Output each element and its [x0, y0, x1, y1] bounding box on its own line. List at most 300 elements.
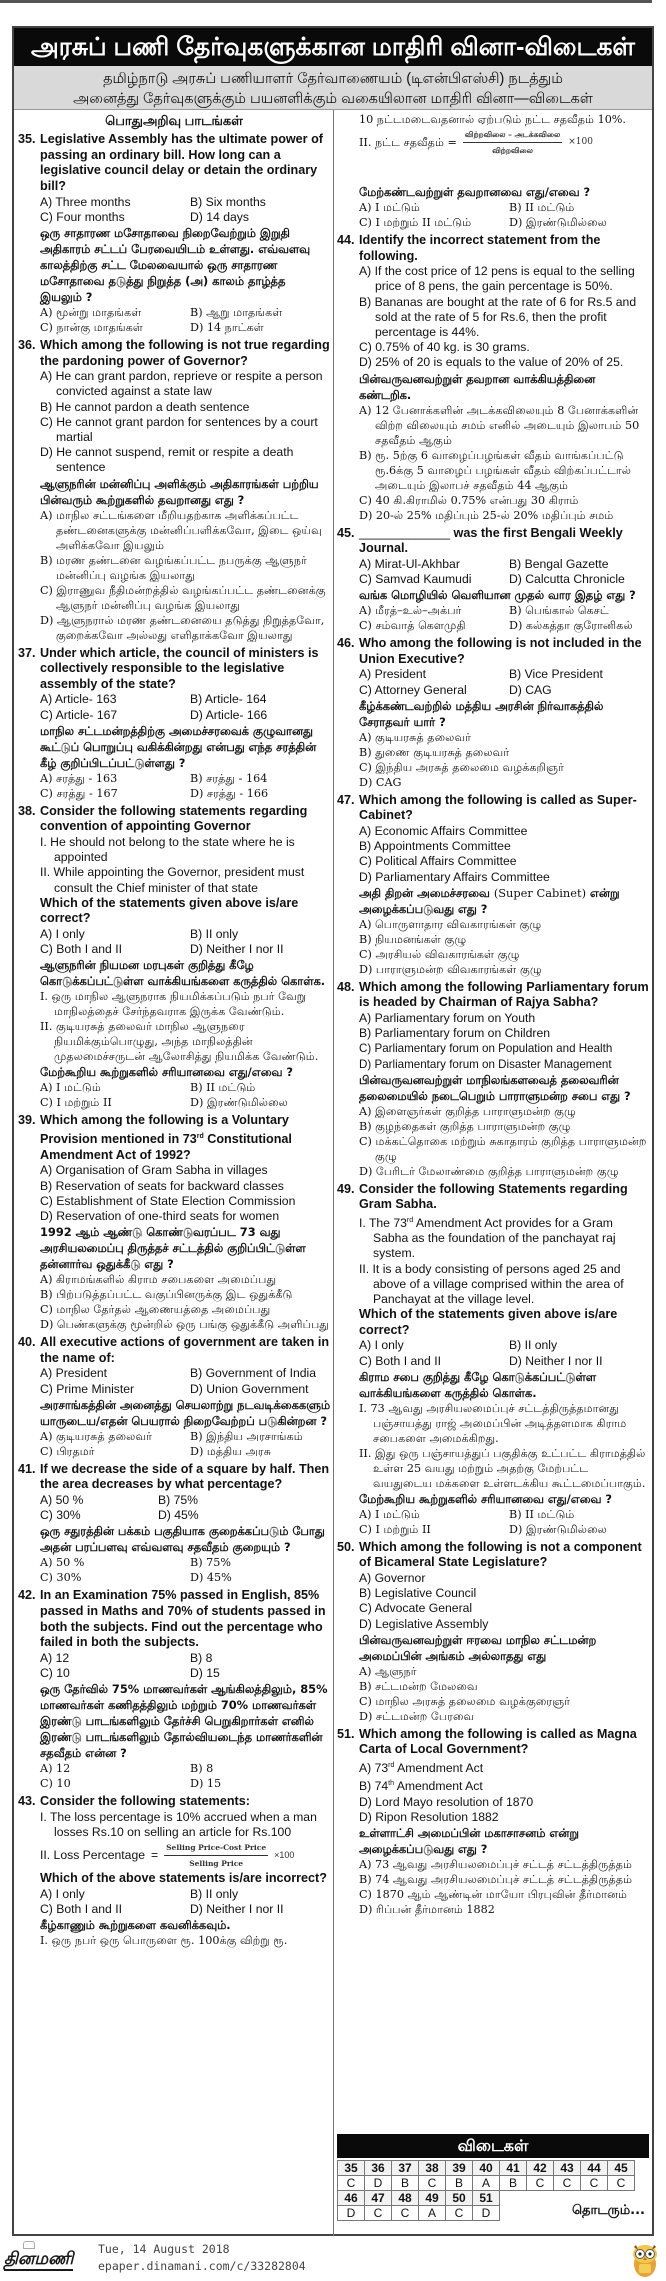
option: C) 0.75% of 40 kg. is 30 grams. [359, 340, 530, 355]
answer-letter: B [446, 2176, 473, 2191]
question-45 [337, 526, 649, 634]
option: D) Article- 166 [190, 707, 268, 722]
question-body: Who among the following is not included in the Union Executive? [359, 636, 642, 666]
tamil-question: ஆளுநரின் மன்னிப்பு அளிக்கும் அதிகாரங்கள் பற்றிய பின்வரும் கூற்றுகளில் தவறானது எது ? [40, 476, 319, 507]
option: A) 50 % [40, 1493, 84, 1508]
option: B) பிற்படுத்தப்பட்ட வகுப்பினருக்கு இட ஒதுக்கீடு [40, 1288, 293, 1302]
question-prompt: Which of the above statements is/are incorrect? [40, 1871, 327, 1886]
option: D) ரிப்பன் தீர்மானம் 1882 [359, 1902, 495, 1916]
option: D) He cannot suspend, remit or respite a death sentence [40, 445, 294, 475]
question-text [18, 1462, 330, 1493]
question-body: Which among the following is not a component of Bicameral State Legislature? [359, 1539, 642, 1570]
option: C) Both I and II [40, 1902, 122, 1917]
option: A) 12 [40, 1650, 70, 1665]
option: C) Four months [40, 209, 125, 224]
continued-label: தொடரும்... [571, 2203, 645, 2218]
question-text [337, 1182, 649, 1213]
option: B) மரண தண்டனை வழங்கப்பட்ட நபருக்கு ஆளுநர் மன்னிப்பு வழங்க இயலாது [40, 553, 307, 582]
tamil-options [18, 1555, 330, 1585]
tamil-question-end: என்று அழைக்கப்படுவது எது ? [359, 885, 620, 916]
answer-question-number: 35 [338, 2161, 365, 2176]
option: B) ரூ. 5ற்கு 6 வாழைப்பழங்கள் வீதம் வாங்கப்பட்டு ரூ.6க்கு 5 வாழைப் பழங்கள் வீதம் விற்கப்பட்டால் அடையும் இலாபச் சதவீதம் 44 ஆகும் [359, 448, 632, 492]
option: A) I மட்டும் [40, 1081, 101, 1095]
statement: II. குடியரசுத் தலைவர் மாநில ஆளுநரை நியமிக்கும்பொழுது, அந்த மாநிலத்தின் முதலமைச்சருடன் ஆலோசித்து நியமிக்க வேண்டும். [40, 1020, 319, 1064]
answer-question-number: 49 [419, 2191, 446, 2206]
answer-letter: C [338, 2176, 365, 2191]
answer-question-number: 40 [473, 2161, 500, 2176]
option: A) கிராமங்களில் கிராம சபைகளை அமைப்பது [40, 1273, 277, 1287]
question-body: Which among the following Parliamentary forum is headed by Chairman of Rajya Sabha? [359, 979, 649, 1010]
tamil-options [18, 1761, 330, 1791]
option: B) II only [509, 1338, 558, 1353]
options [337, 667, 649, 697]
statement: II. While appointing the Governor, president must consult the Chief minister of that state [40, 865, 305, 895]
question-text [18, 804, 330, 835]
question-text [337, 980, 649, 1011]
question-number: 35. [18, 132, 36, 147]
answer-key-title: விடைகள் [337, 2134, 649, 2158]
option: D) Parliamentary forum on Disaster Management [359, 1057, 612, 1071]
question-body: Consider the following Statements regarding Gram Sabha. [359, 1181, 628, 1212]
answer-letter: C [365, 2206, 392, 2221]
options [337, 557, 649, 587]
option: A) Mirat-Ul-Akhbar [359, 556, 460, 571]
option: A) பொருளாதார விவகாரங்கள் குழு [359, 917, 542, 931]
question-body: was the first Bengali Weekly Journal. [359, 525, 623, 556]
option: C) Both I and II [359, 1353, 441, 1368]
option: D) Neither I nor II [509, 1353, 603, 1368]
option: A) President [359, 667, 427, 682]
question-38 [18, 804, 330, 1111]
question-number: 37. [18, 645, 36, 660]
question-body: In an Examination 75% passed in English, 85% passed in Maths and 70% of students passed in both the subjects. Find out the percentage who failed in both the subjects. [40, 1588, 326, 1650]
statement: II. Loss Percentage [40, 1848, 146, 1863]
option: A) 73 ஆவது அரசியலமைப்புச் சட்டத் சட்டத்திருத்தம் [359, 1857, 632, 1871]
question-prompt: Which of the statements given above is/are correct? [359, 1307, 618, 1337]
question-body: Consider the following statements regarding convention of appointing Governor [40, 803, 308, 834]
question-36 [18, 338, 330, 643]
option: B) Vice President [509, 667, 603, 682]
question-text [18, 646, 330, 693]
option: A) Three months [40, 194, 131, 209]
tamil-options [337, 1507, 649, 1537]
option: B) Bengal Gazette [509, 556, 609, 571]
statement: II. நட்ட சதவீதம் = [359, 136, 457, 149]
tamil-question: ஆளுநரின் நியமன மரபுகள் குறித்து கீழே கொடுக்கப்பட்டுள்ள வாக்கியங்களை கருத்தில் கொள்க. [40, 958, 326, 989]
option: D) பேரிடர் மேலாண்மை குறித்த பாராளுமன்ற குழு [359, 1164, 619, 1178]
option: D) 15 [190, 1777, 222, 1791]
option: C) I மற்றும் II [40, 1096, 112, 1110]
answer-letter: C [527, 2176, 554, 2191]
option: C) சம்வாத் கௌமுதி [359, 619, 466, 633]
left-column [18, 112, 330, 1951]
option: D) சரத்து - 166 [190, 786, 269, 800]
statement: I. The loss percentage is 10% accrued when a man losses Rs.10 on selling an article for Rs.100 [40, 1809, 317, 1840]
option: D) Parliamentary Affairs Committee [359, 869, 550, 884]
option: B) 75% [158, 1493, 198, 1508]
multiplier: ×100 [568, 137, 593, 147]
tamil-question: உள்ளாட்சி அமைப்பின் மகாசாசனம் என்று அழைக்கப்படுவது எது ? [359, 1825, 579, 1856]
answer-row-numbers [338, 2161, 635, 2176]
option: D) Reservation of one-third seats for women [40, 1209, 280, 1224]
option: D) 45% [190, 1571, 232, 1585]
option: A) I only [40, 927, 85, 942]
question-number: 48. [337, 979, 355, 994]
option: B) II மட்டும் [190, 1081, 256, 1095]
answer-question-number: 48 [392, 2191, 419, 2206]
option: B) 8 [190, 1650, 213, 1665]
top-rule [0, 0, 652, 3]
option: D) ஆளுநரால் மரண தண்டனையை தடுத்து நிறுத்தவோ, குறைக்கவோ அல்லது எளிதாக்கவோ இயலாது [40, 613, 325, 642]
option: B) 8 [190, 1762, 214, 1776]
question-text [18, 1335, 330, 1366]
section-title: பொதுஅறிவு பாடங்கள் [105, 113, 243, 128]
question-37 [18, 646, 330, 801]
option: A) Economic Affairs Committee [359, 823, 528, 838]
statement: II. இது ஒரு பஞ்சாயத்துப் பகுதிக்கு உட்பட்ட கிராமத்தில் உள்ள 25 வயது மற்றும் அதற்கு மேற்பட்ட வயதுடைய மக்களை உள்ளடக்கிய கூட்டமைப்பாகும். [359, 1446, 646, 1490]
question-number: 38. [18, 803, 36, 818]
column-divider [333, 110, 334, 2236]
option: D) 15 [190, 1666, 220, 1681]
question-body: Consider the following statements: [40, 1794, 250, 1809]
option: D) பெண்களுக்கு மூன்றில் ஒரு பங்கு ஒதுக்கீடு அளிப்பது [40, 1318, 329, 1332]
option: A) 12 [40, 1762, 71, 1776]
option: B) Appointments Committee [359, 839, 511, 854]
option: C) 10 [40, 1666, 70, 1681]
option: B) சட்டமன்ற மேலவை [359, 1679, 478, 1693]
option: D) இரண்டுமில்லை [509, 1522, 607, 1536]
option: A) மூன்று மாதங்கள் [40, 306, 142, 320]
question-body-end: Constitutional Amendment Act of 1992? [40, 1132, 292, 1162]
option: A) Parliamentary forum on Youth [359, 1010, 536, 1025]
option: C) இந்திய அரசுத் தலைமை வழக்கறிஞர் [359, 760, 565, 774]
option: B) துணை குடியரசுத் தலைவர் [359, 745, 510, 759]
logo-crest-icon [23, 2241, 35, 2249]
footer [0, 2238, 666, 2281]
question-number: 50. [337, 1539, 355, 1554]
tamil-options [18, 1080, 330, 1110]
tamil-options [337, 200, 649, 230]
fraction [164, 1840, 268, 1871]
option: C) Attorney General [359, 682, 467, 697]
option: A) குடியரசுத் தலைவர் [359, 730, 472, 744]
statement [337, 1213, 649, 1262]
option: B) நியமனங்கள் குழு [359, 932, 467, 946]
question-50 [337, 1540, 649, 1724]
question-text [337, 793, 649, 824]
option: C) நான்கு மாதங்கள் [40, 321, 143, 335]
option: D) Union Government [190, 1381, 309, 1396]
option: A) இளைஞர்கள் குறித்த பாராளுமன்ற குழு [359, 1104, 576, 1118]
answer-question-number: 42 [527, 2161, 554, 2176]
option: B) II only [190, 1886, 239, 1901]
option: D) Ripon Resolution 1882 [359, 1809, 499, 1824]
question-number: 39. [18, 1113, 36, 1128]
answer-question-number: 47 [365, 2191, 392, 2206]
question-text [18, 1794, 330, 1810]
numerator: Selling Price-Cost Price [164, 1840, 268, 1856]
question-43-continued [337, 112, 649, 230]
tamil-question: மாநில சட்டமன்றத்திற்கு அமைச்சரவைக் குழுவானது கூட்டுப் பொறுப்பு வகிக்கின்றது என்பது எந்த சரத்தின் கீழ் குறிப்பிடப்பட்டுள்ளது ? [40, 723, 317, 770]
tamil-question-start: அதி திறன் அமைச்சரவை [359, 885, 494, 900]
denominator: Selling Price [189, 1859, 244, 1869]
option: B) II மட்டும் [509, 201, 575, 214]
question-47 [337, 793, 649, 977]
question-text [18, 1588, 330, 1650]
ordinal-suffix: th [388, 1780, 394, 1788]
answer-letter: C [581, 2176, 608, 2191]
ordinal-suffix: rd [388, 1762, 395, 1770]
option: C) 10 [40, 1777, 71, 1791]
options [18, 1651, 330, 1681]
tamil-question: ஒரு சாதாரண மசோதாவை நிறைவேற்றும் இறுதி அதிகாரம் சட்டப் பேரவையிடம் உள்ளது. எவ்வளவு காலத்திற்கு சட்ட மேலவையால் ஒரு சாதாரண மசோதாவை தடுத்து நிறுத்த (அ) காலம் தாழ்த்த இயலும் ? [40, 226, 311, 305]
option: C) Political Affairs Committee [359, 854, 517, 869]
option [337, 1776, 649, 1794]
option: B) He cannot pardon a death sentence [40, 399, 250, 414]
option: D) கல்கத்தா குரோனிகல் [509, 619, 633, 633]
tamil-question: ஒரு சதுரத்தின் பக்கம் பகுதியாக குறைக்கப்படும் போது அதன் பரப்பளவு எவ்வளவு சதவீதம் குறையும் ? [40, 1524, 325, 1555]
question-body: Which among the following is called as Super-Cabinet? [359, 792, 637, 823]
question-43 [18, 1794, 330, 1948]
tamil-question: ஒரு தேர்வில் 75% மாணவர்கள் ஆங்கிலத்திலும், 85% மாணவர்கள் கணிதத்திலும் மற்றும் 70% மாணவர்கள் இரண்டு பாடங்களிலும் தேர்ச்சி பெறுகிறார்கள் எனில் இரண்டு பாடங்களிலும் தோல்வியடைந்த மாணர்களின் சதவீதம் என்ன ? [40, 1682, 328, 1761]
question-number: 36. [18, 338, 36, 353]
option: D) 20-ல் 25% மதிப்பும் 25-ல் 20% மதிப்பும் சமம் [359, 508, 614, 522]
option: D) இரண்டுமில்லை [509, 216, 607, 229]
ordinal-suffix: rd [406, 1216, 414, 1224]
numerator: விற்றவிலை – அடக்கவிலை [463, 127, 562, 143]
answer-letter: C [608, 2176, 635, 2191]
option: C) Advocate General [359, 1601, 473, 1616]
epaper-link[interactable]: epaper.dinamani.com/c/33282804 [98, 2259, 306, 2273]
option: A) Organisation of Gram Sabha in villages [40, 1163, 268, 1178]
statement-start: I. The 73 [359, 1216, 407, 1231]
page-subtitle [14, 66, 652, 110]
publisher-logo: தினமணி [4, 2249, 74, 2269]
option: D) 14 நாட்கள் [190, 321, 264, 335]
option: B) Six months [190, 194, 266, 209]
tamil-question-prompt: மேற்கண்டவற்றுள் தவறானவை எது/எவை ? [359, 185, 591, 199]
question-39 [18, 1113, 330, 1332]
option-text-end: Amendment Act [393, 1779, 483, 1794]
tamil-options [18, 771, 330, 801]
question-number: 44. [337, 233, 355, 247]
options [18, 692, 330, 722]
question-number: 40. [18, 1335, 36, 1350]
question-51 [337, 1727, 649, 1917]
option: C) இராணுவ நீதிமன்றத்தில் வழங்கப்பட்ட தண்டனைக்கு ஆளுநர் மன்னிப்பு வழங்க இயலாது [40, 583, 326, 612]
question-49 [337, 1182, 649, 1537]
question-46 [337, 636, 649, 790]
question-number: 45. [337, 525, 355, 540]
question-text [337, 233, 649, 264]
option: B) II only [190, 927, 239, 942]
owl-mascot-icon [630, 2242, 660, 2278]
option: C) 30% [40, 1571, 82, 1585]
question-number: 47. [337, 792, 355, 807]
answer-letter: A [419, 2206, 446, 2221]
option: B) Legislative Council [359, 1586, 477, 1601]
question-35 [18, 132, 330, 335]
question-body: Which among the following is not true regarding the pardoning power of Governor? [40, 338, 330, 368]
option: B) குழந்தைகள் குறித்த பாராளுமன்ற குழு [359, 1119, 571, 1133]
question-40 [18, 1335, 330, 1459]
question-text [337, 1540, 649, 1571]
question-41 [18, 1462, 330, 1586]
answer-letter: D [365, 2176, 392, 2191]
question-text [337, 526, 649, 557]
answer-question-number: 36 [365, 2161, 392, 2176]
question-number: 49. [337, 1181, 355, 1196]
right-column [337, 112, 649, 1920]
option: B) சரத்து - 164 [190, 771, 268, 785]
option: D) Legislative Assembly [359, 1616, 489, 1631]
options [337, 1338, 649, 1368]
option: B) 75% [190, 1556, 232, 1570]
tamil-question: அரசாங்கத்தின் அனைத்து செயலாற்று நடவடிக்கைகளும் யாருடைய/எதன் பெயரால் நிறைவேற்றப் படுகின்றன ? [40, 1397, 330, 1428]
question-text [337, 636, 649, 667]
option: A) Governor [359, 1571, 426, 1586]
answer-question-number: 41 [500, 2161, 527, 2176]
tamil-question-prompt: மேற்கூறிய கூற்றுகளில் சரியானவை எது/எவை ? [40, 1065, 293, 1080]
answer-letter: C [419, 2176, 446, 2191]
loss-percentage-formula [18, 1840, 330, 1871]
answer-question-number: 44 [581, 2161, 608, 2176]
option: C) Parliamentary forum on Population and Health [359, 1042, 613, 1056]
answer-question-number: 39 [446, 2161, 473, 2176]
option: A) Article- 163 [40, 692, 117, 707]
tamil-options [18, 305, 330, 335]
option: A) 12 பேனாக்களின் அடக்கவிலையும் 8 பேனாக்களின் விற்ற விலையும் சமம் எனில் அடையும் இலாபம் 50 சதவீதம் ஆகும் [359, 403, 640, 447]
option-text-end: Amendment Act [394, 1761, 484, 1776]
question-42 [18, 1588, 330, 1791]
option: C) 40 கி.கிராமில் 0.75% என்பது 30 கிராம் [359, 493, 579, 507]
statement-continued: 10 நட்டமடைவதனால் ஏற்படும் நட்ட சதவீதம் 10%. [359, 113, 626, 126]
question-text [337, 1727, 649, 1758]
option: B) Government of India [190, 1366, 316, 1381]
option: C) I மற்றும் II [359, 1522, 431, 1536]
option: A) He can grant pardon, reprieve or respite a person convicted against a state law [40, 369, 323, 399]
option-text: A) 73 [359, 1761, 389, 1776]
answer-row-letters [338, 2176, 635, 2191]
option: C) I மற்றும் II மட்டும் [359, 216, 472, 229]
answer-letter: D [473, 2206, 500, 2221]
answer-letter: C [554, 2176, 581, 2191]
tamil-question-prompt: மேற்கூறிய கூற்றுகளில் சரியானவை எது/எவை ? [359, 1491, 612, 1506]
option: C) பிரதமர் [40, 1444, 95, 1458]
option: A) I மட்டும் [359, 201, 420, 214]
tamil-question: கீழ்க்கண்டவற்றில் மத்திய அரசின் நிர்வாகத்தில் சேராதவர் யார் ? [359, 698, 604, 729]
page-title: அரசுப் பணி தேர்வுகளுக்கான மாதிரி வினா-விடைகள் [14, 28, 652, 66]
question-prompt: Which of the statements given above is/are correct? [40, 895, 299, 926]
option: D) Neither I nor II [190, 1902, 284, 1917]
option: B) 74 ஆவது அரசியலமைப்புச் சட்டத் சட்டத்திருத்தம் [359, 1872, 633, 1886]
answer-question-number: 38 [419, 2161, 446, 2176]
answer-letter: D [338, 2206, 365, 2221]
option: D) 14 days [190, 209, 249, 224]
answer-blank: _____________ [359, 525, 451, 540]
answer-letter: B [500, 2176, 527, 2191]
option: B) ஆறு மாதங்கள் [190, 306, 283, 320]
question-body: Which among the following is called as Magna Carta of Local Government? [359, 1726, 637, 1757]
answer-question-number: 43 [554, 2161, 581, 2176]
option: D) Calcutta Chronicle [509, 572, 625, 586]
option: A) சரத்து - 163 [40, 771, 118, 785]
question-text [18, 1113, 330, 1163]
tamil-question: கீழ்காணும் கூற்றுகளை கவனிக்கவும். [40, 1918, 231, 1933]
option: B) Article- 164 [190, 692, 267, 707]
answer-letter: B [392, 2176, 419, 2191]
question-body: All executive actions of government are taken in the name of: [40, 1335, 330, 1365]
option: B) பெங்கால் கெசட் [509, 604, 609, 618]
option: A) I மட்டும் [359, 1507, 420, 1521]
option: C) Article- 167 [40, 707, 118, 722]
question-48 [337, 980, 649, 1179]
question-body: Legislative Assembly has the ultimate power of passing an ordinary bill. How long can a legislative council delay or detain the ordinary bill? [40, 132, 323, 194]
answer-letter: C [392, 2206, 419, 2221]
answer-question-number: 37 [392, 2161, 419, 2176]
option: C) Establishment of State Election Commission [40, 1193, 296, 1208]
answer-question-number: 50 [446, 2191, 473, 2206]
options [18, 195, 330, 225]
option: B) II மட்டும் [509, 1507, 575, 1521]
option: A) President [40, 1366, 108, 1381]
statement: I. He should not belong to the state where he is appointed [40, 835, 295, 865]
option: C) Both I and II [40, 942, 122, 957]
option: C) 30% [40, 1508, 81, 1523]
option: D) 25% of 20 is equals to the value of 20% of 25. [359, 355, 624, 370]
tamil-options [337, 603, 649, 633]
question-number: 51. [337, 1726, 355, 1741]
option: A) I only [359, 1338, 404, 1353]
option: A) I only [40, 1886, 85, 1901]
answer-question-number: 46 [338, 2191, 365, 2206]
statement: I. ஒரு மாநில ஆளுநராக நியமிக்கப்படும் நபர் வேறு மாநிலத்தைச் சேர்ந்தவராக இருக்க வேண்டும். [40, 990, 307, 1019]
publish-date: Tue, 14 August 2018 [98, 2242, 230, 2256]
option: A) மாநில சட்டங்களை மீறியதற்காக அளிக்கப்பட்ட தண்டனைகளுக்கு மன்னிப்பளிக்கவோ, இடை ஒய்வு அளிக்கவோ இயலும் [40, 508, 322, 552]
subtitle-line-2: அனைத்து தேர்வுகளுக்கும் பயனளிக்கும் வகையிலான மாதிரி வினா—விடைகள் [73, 91, 593, 107]
question-text [18, 338, 330, 369]
options [18, 927, 330, 957]
option: D) CAG [509, 682, 552, 697]
option: A) 50 % [40, 1556, 85, 1570]
option: A) If the cost price of 12 pens is equal to the selling price of 8 pens, the gain percentage is 50%. [359, 264, 635, 294]
answer-key [337, 2134, 649, 2221]
options [18, 1493, 330, 1523]
tamil-question: பின்வருவனவற்றுள் தவறான வாக்கியத்தினை கண்டறிக. [359, 371, 596, 402]
statement-end: Amendment Act provides for a Gram Sabha as the foundation of the panchayat raj system. [373, 1216, 616, 1261]
option-text: B) 74 [359, 1779, 389, 1794]
statement: I. 73 ஆவது அரசியலமைப்புச் சட்டத்திருத்தமானது பஞ்சாயத்து ராஜ் அமைப்பின் அடித்தளமாக கிராம சபைகளை அமைக்கிறது. [359, 1401, 627, 1445]
option: C) 1870 ஆம் ஆண்டின் மாயோ பிரபுவின் தீர்மானம் [359, 1887, 627, 1901]
tamil-question: 1992 ஆம் ஆண்டு கொண்டுவரப்பட 73 வது அரசியலமைப்பு திருத்தச் சட்டத்தில் குறிப்பிட்டுள்ள தன்னார்வ ஒதுக்கீடு எது ? [40, 1225, 306, 1272]
option: D) 45% [158, 1508, 199, 1523]
statement: II. It is a body consisting of persons aged 25 and above of a village comprised within the area of Panchayat at the village level. [359, 1261, 624, 1307]
answer-letter: A [473, 2176, 500, 2191]
option: A) ஆளுநர் [359, 1664, 417, 1678]
tamil-question: கிராம சபை குறித்து கீழே கொடுக்கப்பட்டுள்ள வாக்கியங்களை கருத்தில் கொள்க. [359, 1369, 597, 1400]
option: D) பாராளுமன்ற விவகாரங்கள் குழு [359, 962, 542, 976]
denominator: விற்றவிலை [492, 146, 533, 155]
question-number: 43. [18, 1794, 36, 1809]
option: B) இந்திய அரசாங்கம் [190, 1429, 303, 1443]
english-term: (Super Cabinet) [493, 885, 587, 900]
option [337, 1758, 649, 1776]
options [18, 1366, 330, 1396]
subtitle-line-1: தமிழ்நாடு அரசுப் பணியாளர் தேர்வாணையம் (டிஎன்பிஎஸ்சி) நடத்தும் [103, 71, 563, 87]
option: C) Prime Minister [40, 1381, 135, 1396]
tamil-question: பின்வருவனவற்றுள் ஈரவை மாநில சட்டமன்ற அமைப்பின் அங்கம் அல்லாதது எது [359, 1632, 597, 1663]
equals-sign: = [151, 1848, 159, 1863]
